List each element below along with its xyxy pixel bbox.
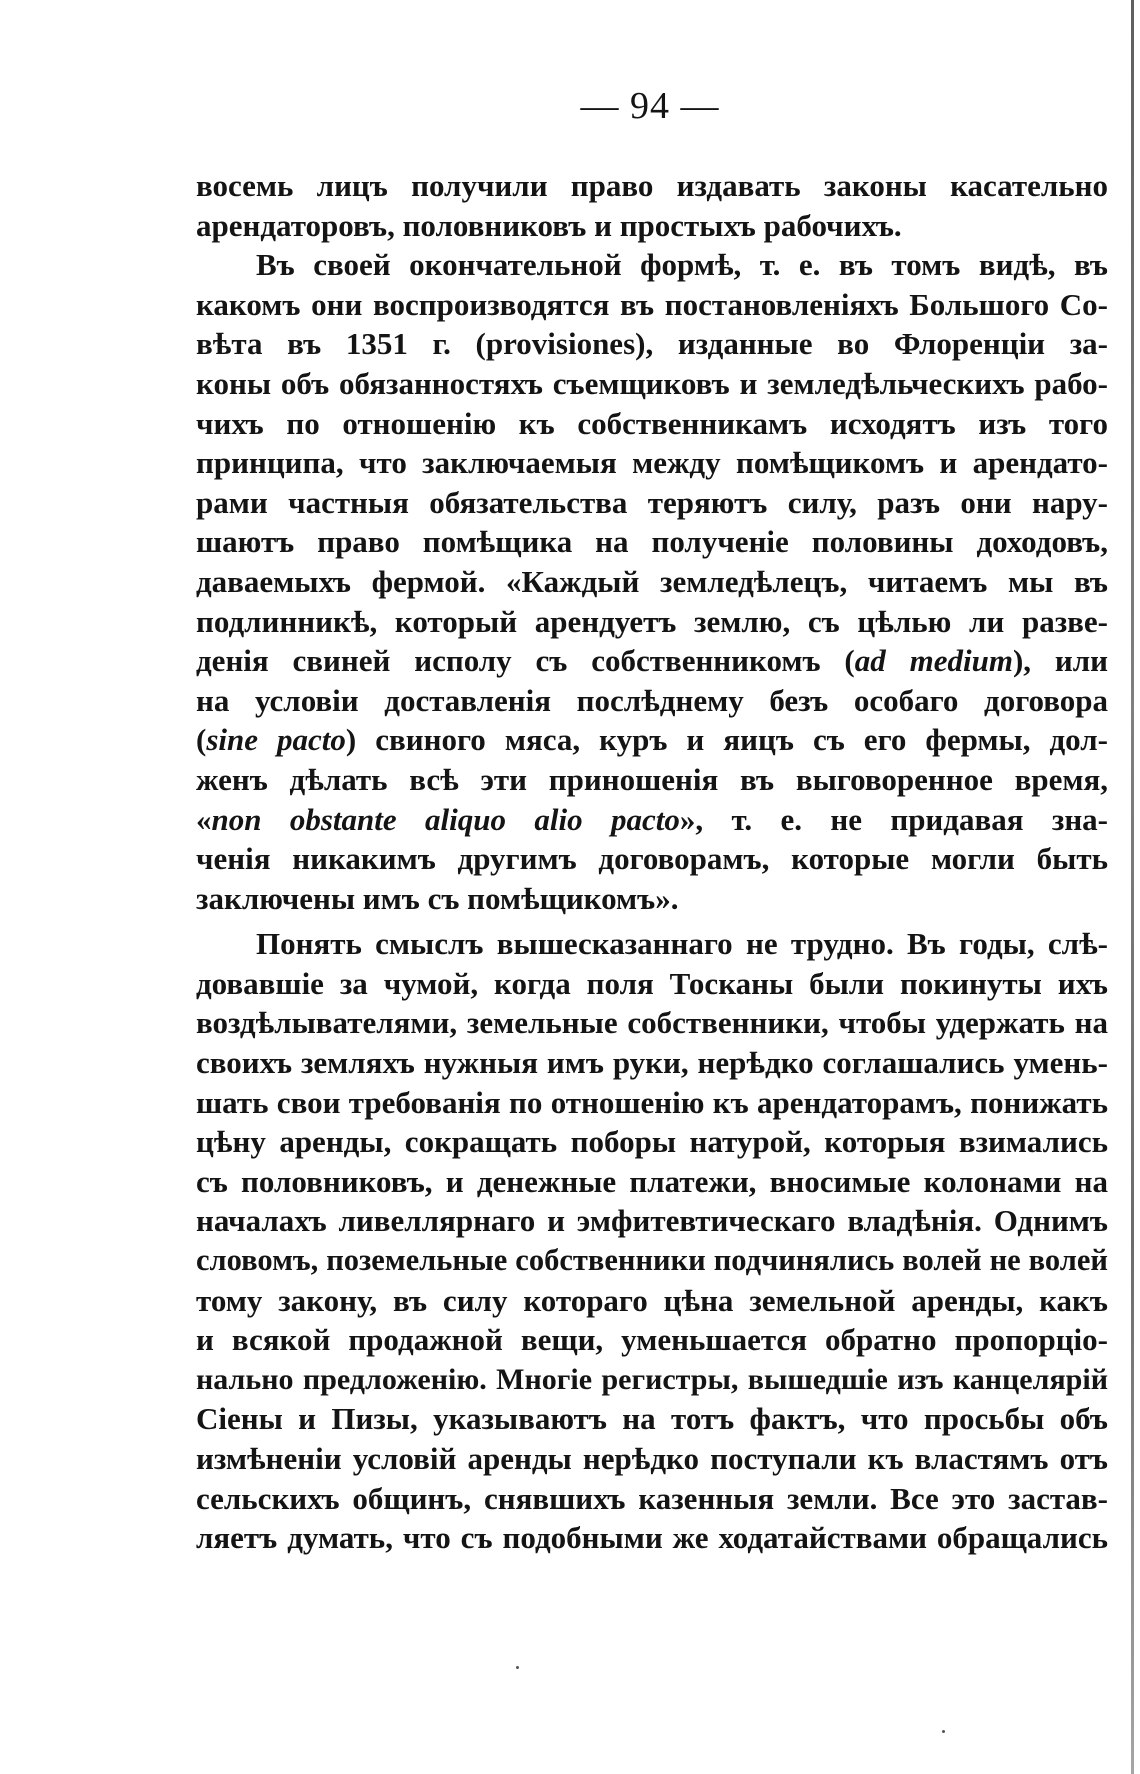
- text-line: тому закону, въ силу котораго цѣна земельной аренды, какъ: [196, 1282, 1108, 1318]
- text-line: Сіены и Пизы, указываютъ на тотъ фактъ, что просьбы объ: [196, 1401, 1108, 1437]
- paragraph-start-line: Въ своей окончательной формѣ, т. е. въ томъ видѣ, въ: [256, 247, 1108, 283]
- text-line: довавшіе за чумой, когда поля Тосканы были покинуты ихъ: [196, 965, 1108, 1001]
- text-line: началахъ ливеллярнаго и эмфитевтическаго владѣнія. Однимъ: [196, 1203, 1108, 1239]
- page-edge-shadow: [1131, 0, 1134, 1774]
- text-line: принципа, что заключаемыя между помѣщикомъ и арендато-: [196, 445, 1108, 481]
- page-number: — 94 —: [580, 85, 720, 127]
- text-line: на условіи доставленія послѣднему безъ особаго договора: [196, 682, 1108, 718]
- text-line: какомъ они воспроизводятся въ постановленіяхъ Большого Со-: [196, 286, 1108, 322]
- text-line: коны объ обязанностяхъ съемщиковъ и земледѣльческихъ рабо-: [196, 365, 1108, 401]
- text-line: ляетъ думать, что съ подобными же ходатайствами обращались: [196, 1520, 1108, 1556]
- scan-speck: [942, 1730, 945, 1733]
- scan-speck: [516, 1666, 519, 1669]
- text-line: шаютъ право помѣщика на полученіе половины доходовъ,: [196, 524, 1108, 560]
- text-line: воздѣлывателями, земельные собственники, чтобы удержать на: [196, 1005, 1108, 1041]
- text-line: и всякой продажной вещи, уменьшается обратно пропорціо-: [196, 1322, 1108, 1358]
- text-line: сельскихъ общинъ, снявшихъ казенныя земли. Все это застав-: [196, 1480, 1108, 1516]
- text-line: чихъ по отношенію къ собственникамъ исходятъ изъ того: [196, 405, 1108, 441]
- text-line-italic-sine-pacto: (sine pacto) свиного мяса, куръ и яицъ съ его фермы, дол-: [196, 722, 1108, 758]
- text-line: женъ дѣлать всѣ эти приношенія въ выговоренное время,: [196, 761, 1108, 797]
- text-line: шать свои требованія по отношенію къ арендаторамъ, понижать: [196, 1084, 1108, 1120]
- italic-latin-phrase: non obstante aliquo alio pacto: [211, 801, 680, 837]
- text-line: нально предложенію. Многіе регистры, вышедшіе изъ канцелярій: [196, 1362, 1108, 1396]
- text-line: своихъ земляхъ нужныя имъ руки, нерѣдко соглашались умень-: [196, 1045, 1108, 1081]
- text-line: съ половниковъ, и денежные платежи, вносимые колонами на: [196, 1163, 1108, 1199]
- text-line: арендаторовъ, половниковъ и простыхъ рабочихъ.: [196, 207, 902, 243]
- paragraph-start-line: Понять смыслъ вышесказаннаго не трудно. Въ годы, слѣ-: [256, 926, 1108, 962]
- text-line-italic-non-obstante: «non obstante aliquo alio pacto», т. е. не придавая зна-: [196, 801, 1109, 837]
- text-line: словомъ, поземельные собственники подчинялись волей не волей: [196, 1243, 1108, 1278]
- text-line-italic-ad-medium: денія свиней исполу съ собственникомъ (ad medium), или: [196, 643, 1108, 679]
- italic-latin-phrase: ad medium: [854, 643, 1013, 679]
- text-line: ченія никакимъ другимъ договорамъ, которые могли быть: [196, 841, 1108, 877]
- text-line: измѣненіи условій аренды нерѣдко поступали къ властямъ отъ: [196, 1441, 1108, 1476]
- text-line: заключены имъ съ помѣщикомъ».: [196, 880, 679, 916]
- italic-latin-phrase: sine pacto: [206, 722, 346, 758]
- text-line: восемь лицъ получили право издавать законы касательно: [196, 168, 1108, 203]
- text-line: вѣта въ 1351 г. (provisiones), изданные во Флоренціи за-: [196, 326, 1108, 362]
- text-line: рами частныя обязательства теряютъ силу, разъ они нару-: [196, 484, 1108, 520]
- text-line: даваемыхъ фермой. «Каждый земледѣлецъ, читаемъ мы въ: [196, 563, 1108, 599]
- text-line: цѣну аренды, сокращать поборы натурой, которыя взимались: [196, 1124, 1108, 1160]
- body-text: [196, 166, 1108, 1558]
- text-line: подлинникѣ, который арендуетъ землю, съ цѣлью ли разве-: [196, 603, 1108, 639]
